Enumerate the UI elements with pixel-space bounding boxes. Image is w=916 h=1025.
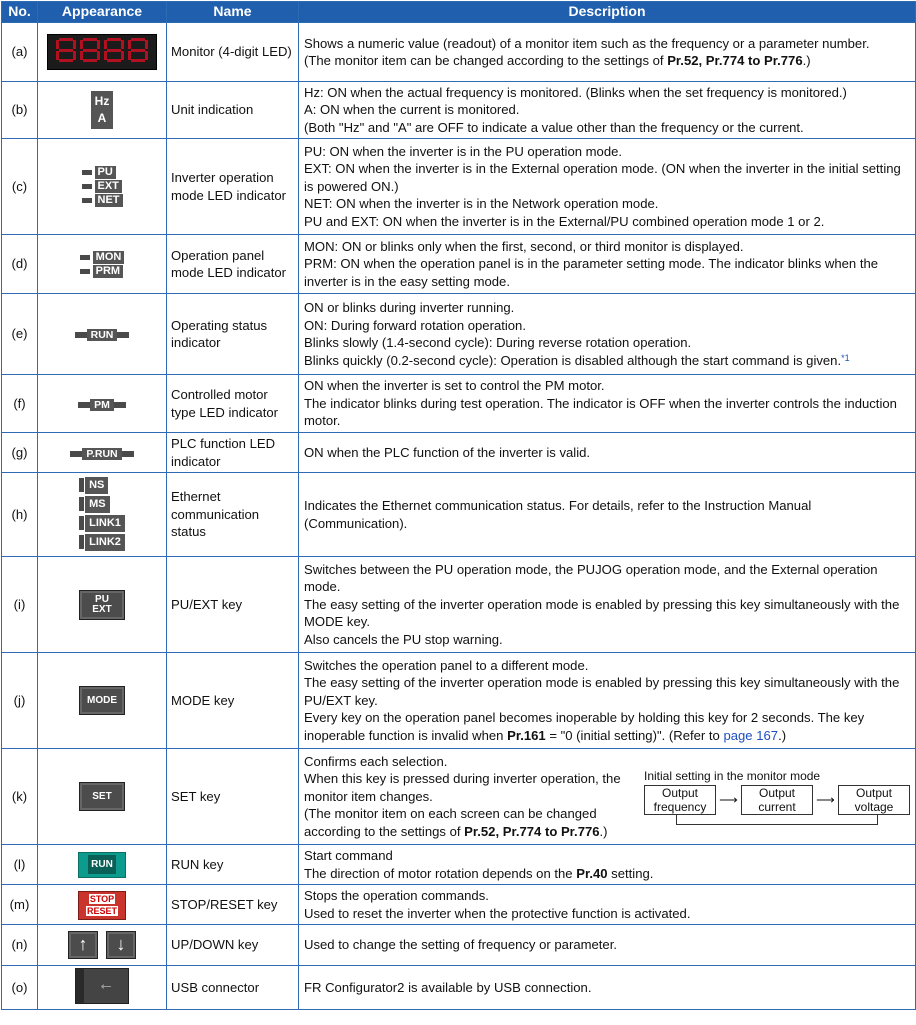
header-row — [2, 2, 916, 23]
row-name: STOP/RESET key — [167, 885, 299, 925]
table-row — [2, 23, 916, 82]
table-row — [2, 473, 916, 557]
row-no: (e) — [2, 294, 38, 375]
row-description: ON or blinks during inverter running. ON: During forward rotation operation. Blinks slowly (1.4-second cycle): During reverse rotation operation. Blinks quickly (0.2-second cycle): Operation is disabled although the start command is given.$^{*1}$ — [299, 294, 916, 375]
table-row — [2, 375, 916, 433]
led-monitor-display — [47, 34, 157, 71]
row-description: PU: ON when the inverter is in the PU operation mode. EXT: ON when the inverter is in the External operation mode. (ON when the inverter in the initial setting is powered ON.) NET: ON when the inverter is in the Network operation mode. PU and EXT: ON when the inverter is in the External/PU combined operation mode 1 or 2. — [299, 139, 916, 235]
table-row — [2, 966, 916, 1010]
table-row — [2, 749, 916, 845]
down-key[interactable]: ↓ — [106, 931, 136, 959]
row-description: Switches the operation panel to a different mode. The easy setting of the inverter operation mode is enabled by pressing this key simultaneously with the PU/EXT key. Every key on the operation panel becomes inoperable by holding this key for 2 seconds. The key inoperable function is invalid when Pr.161 = "0 (initial setting)". (Refer to page 167.) — [299, 653, 916, 749]
row-no: (k) — [2, 749, 38, 845]
header-no: No. — [2, 2, 38, 23]
row-name: PU/EXT key — [167, 557, 299, 653]
table-row — [2, 294, 916, 375]
header-description: Description — [299, 2, 916, 23]
panel-mode-led-indicator: MON PRM — [80, 250, 125, 278]
row-description: Switches between the PU operation mode, the PUJOG operation mode, and the External operation mode. The easy setting of the inverter operation mode is enabled by pressing this key simultaneously with the MODE key. Also cancels the PU stop warning. — [299, 557, 916, 653]
row-name: MODE key — [167, 653, 299, 749]
table-row — [2, 557, 916, 653]
row-no: (o) — [2, 966, 38, 1010]
row-name: Unit indication — [167, 82, 299, 139]
operation-panel-table — [1, 1, 916, 1010]
row-name: USB connector — [167, 966, 299, 1010]
row-description: Confirms each selection. When this key is pressed during inverter operation, the monitor item changes. (The monitor item on each screen can be changed according to the settings of Pr.52, Pr.774 to Pr.776.) Initial setting in the monitor mode Output frequency ⟶ Output current ⟶ Output voltage — [299, 749, 916, 845]
footnote-link[interactable]: *1 — [841, 352, 850, 363]
table-row — [2, 235, 916, 294]
flow-box: Output frequency — [644, 785, 716, 815]
row-description: Start command The direction of motor rotation depends on the Pr.40 setting. — [299, 845, 916, 885]
row-name: Controlled motor type LED indicator — [167, 375, 299, 433]
row-name: Inverter operation mode LED indicator — [167, 139, 299, 235]
pm-motor-led: PM — [78, 399, 126, 411]
row-name: Operation panel mode LED indicator — [167, 235, 299, 294]
row-name: SET key — [167, 749, 299, 845]
row-name: PLC function LED indicator — [167, 433, 299, 473]
row-no: (b) — [2, 82, 38, 139]
row-description: ON when the PLC function of the inverter is valid. — [299, 433, 916, 473]
row-no: (i) — [2, 557, 38, 653]
row-no: (c) — [2, 139, 38, 235]
usb-connector-icon: ⭠ — [75, 968, 129, 1004]
ethernet-status-leds: NS MS LINK1 LINK2 — [79, 476, 125, 552]
header-appearance: Appearance — [38, 2, 167, 23]
row-description: Used to change the setting of frequency or parameter. — [299, 925, 916, 966]
stop-reset-key[interactable]: STOP RESET — [78, 891, 126, 920]
row-no: (g) — [2, 433, 38, 473]
row-name: Operating status indicator — [167, 294, 299, 375]
row-description: ON when the inverter is set to control the PM motor. The indicator blinks during test operation. The indicator is OFF when the inverter controls the induction motor. — [299, 375, 916, 433]
table-row — [2, 885, 916, 925]
row-name: Ethernet communication status — [167, 473, 299, 557]
table-row — [2, 925, 916, 966]
table-row — [2, 653, 916, 749]
pu-ext-key[interactable]: PU EXT — [79, 590, 125, 620]
flow-box: Output voltage — [838, 785, 910, 815]
mode-key[interactable]: MODE — [79, 686, 125, 715]
row-no: (d) — [2, 235, 38, 294]
row-description: Stops the operation commands. Used to reset the inverter when the protective function is activated. — [299, 885, 916, 925]
row-description: Shows a numeric value (readout) of a monitor item such as the frequency or a parameter number. (The monitor item can be changed according to the settings of Pr.52, Pr.774 to Pr.776.) — [299, 23, 916, 82]
row-description: FR Configurator2 is available by USB connection. — [299, 966, 916, 1010]
plc-function-led: P.RUN — [70, 448, 133, 460]
monitor-cycle-diagram: Initial setting in the monitor mode Output frequency ⟶ Output current ⟶ Output voltage — [644, 769, 910, 825]
row-no: (j) — [2, 653, 38, 749]
unit-indicator: Hz A — [91, 91, 113, 129]
row-name: Monitor (4-digit LED) — [167, 23, 299, 82]
row-description: Hz: ON when the actual frequency is monitored. (Blinks when the set frequency is monitored.) A: ON when the current is monitored. (Both "Hz" and "A" are OFF to indicate a value other than the frequency or the current. — [299, 82, 916, 139]
up-key[interactable]: ↑ — [68, 931, 98, 959]
row-no: (n) — [2, 925, 38, 966]
row-description: MON: ON or blinks only when the first, second, or third monitor is displayed. PRM: ON when the operation panel is in the parameter setting mode. The indicator blinks when the inverter is in the easy setting mode. — [299, 235, 916, 294]
table-row — [2, 82, 916, 139]
row-no: (m) — [2, 885, 38, 925]
run-status-led: RUN — [75, 329, 130, 341]
flow-box: Output current — [741, 785, 813, 815]
table-row — [2, 433, 916, 473]
row-name: UP/DOWN key — [167, 925, 299, 966]
row-no: (f) — [2, 375, 38, 433]
row-no: (h) — [2, 473, 38, 557]
header-name: Name — [167, 2, 299, 23]
mode-led-indicator: PU EXT NET — [82, 166, 123, 208]
table-row — [2, 139, 916, 235]
row-no: (l) — [2, 845, 38, 885]
set-key[interactable]: SET — [79, 782, 125, 811]
row-no: (a) — [2, 23, 38, 82]
row-name: RUN key — [167, 845, 299, 885]
table-row — [2, 845, 916, 885]
page-link[interactable]: page 167 — [723, 727, 779, 743]
row-description: Indicates the Ethernet communication status. For details, refer to the Instruction Manual (Communication). — [299, 473, 916, 557]
run-key[interactable]: RUN — [78, 852, 126, 878]
